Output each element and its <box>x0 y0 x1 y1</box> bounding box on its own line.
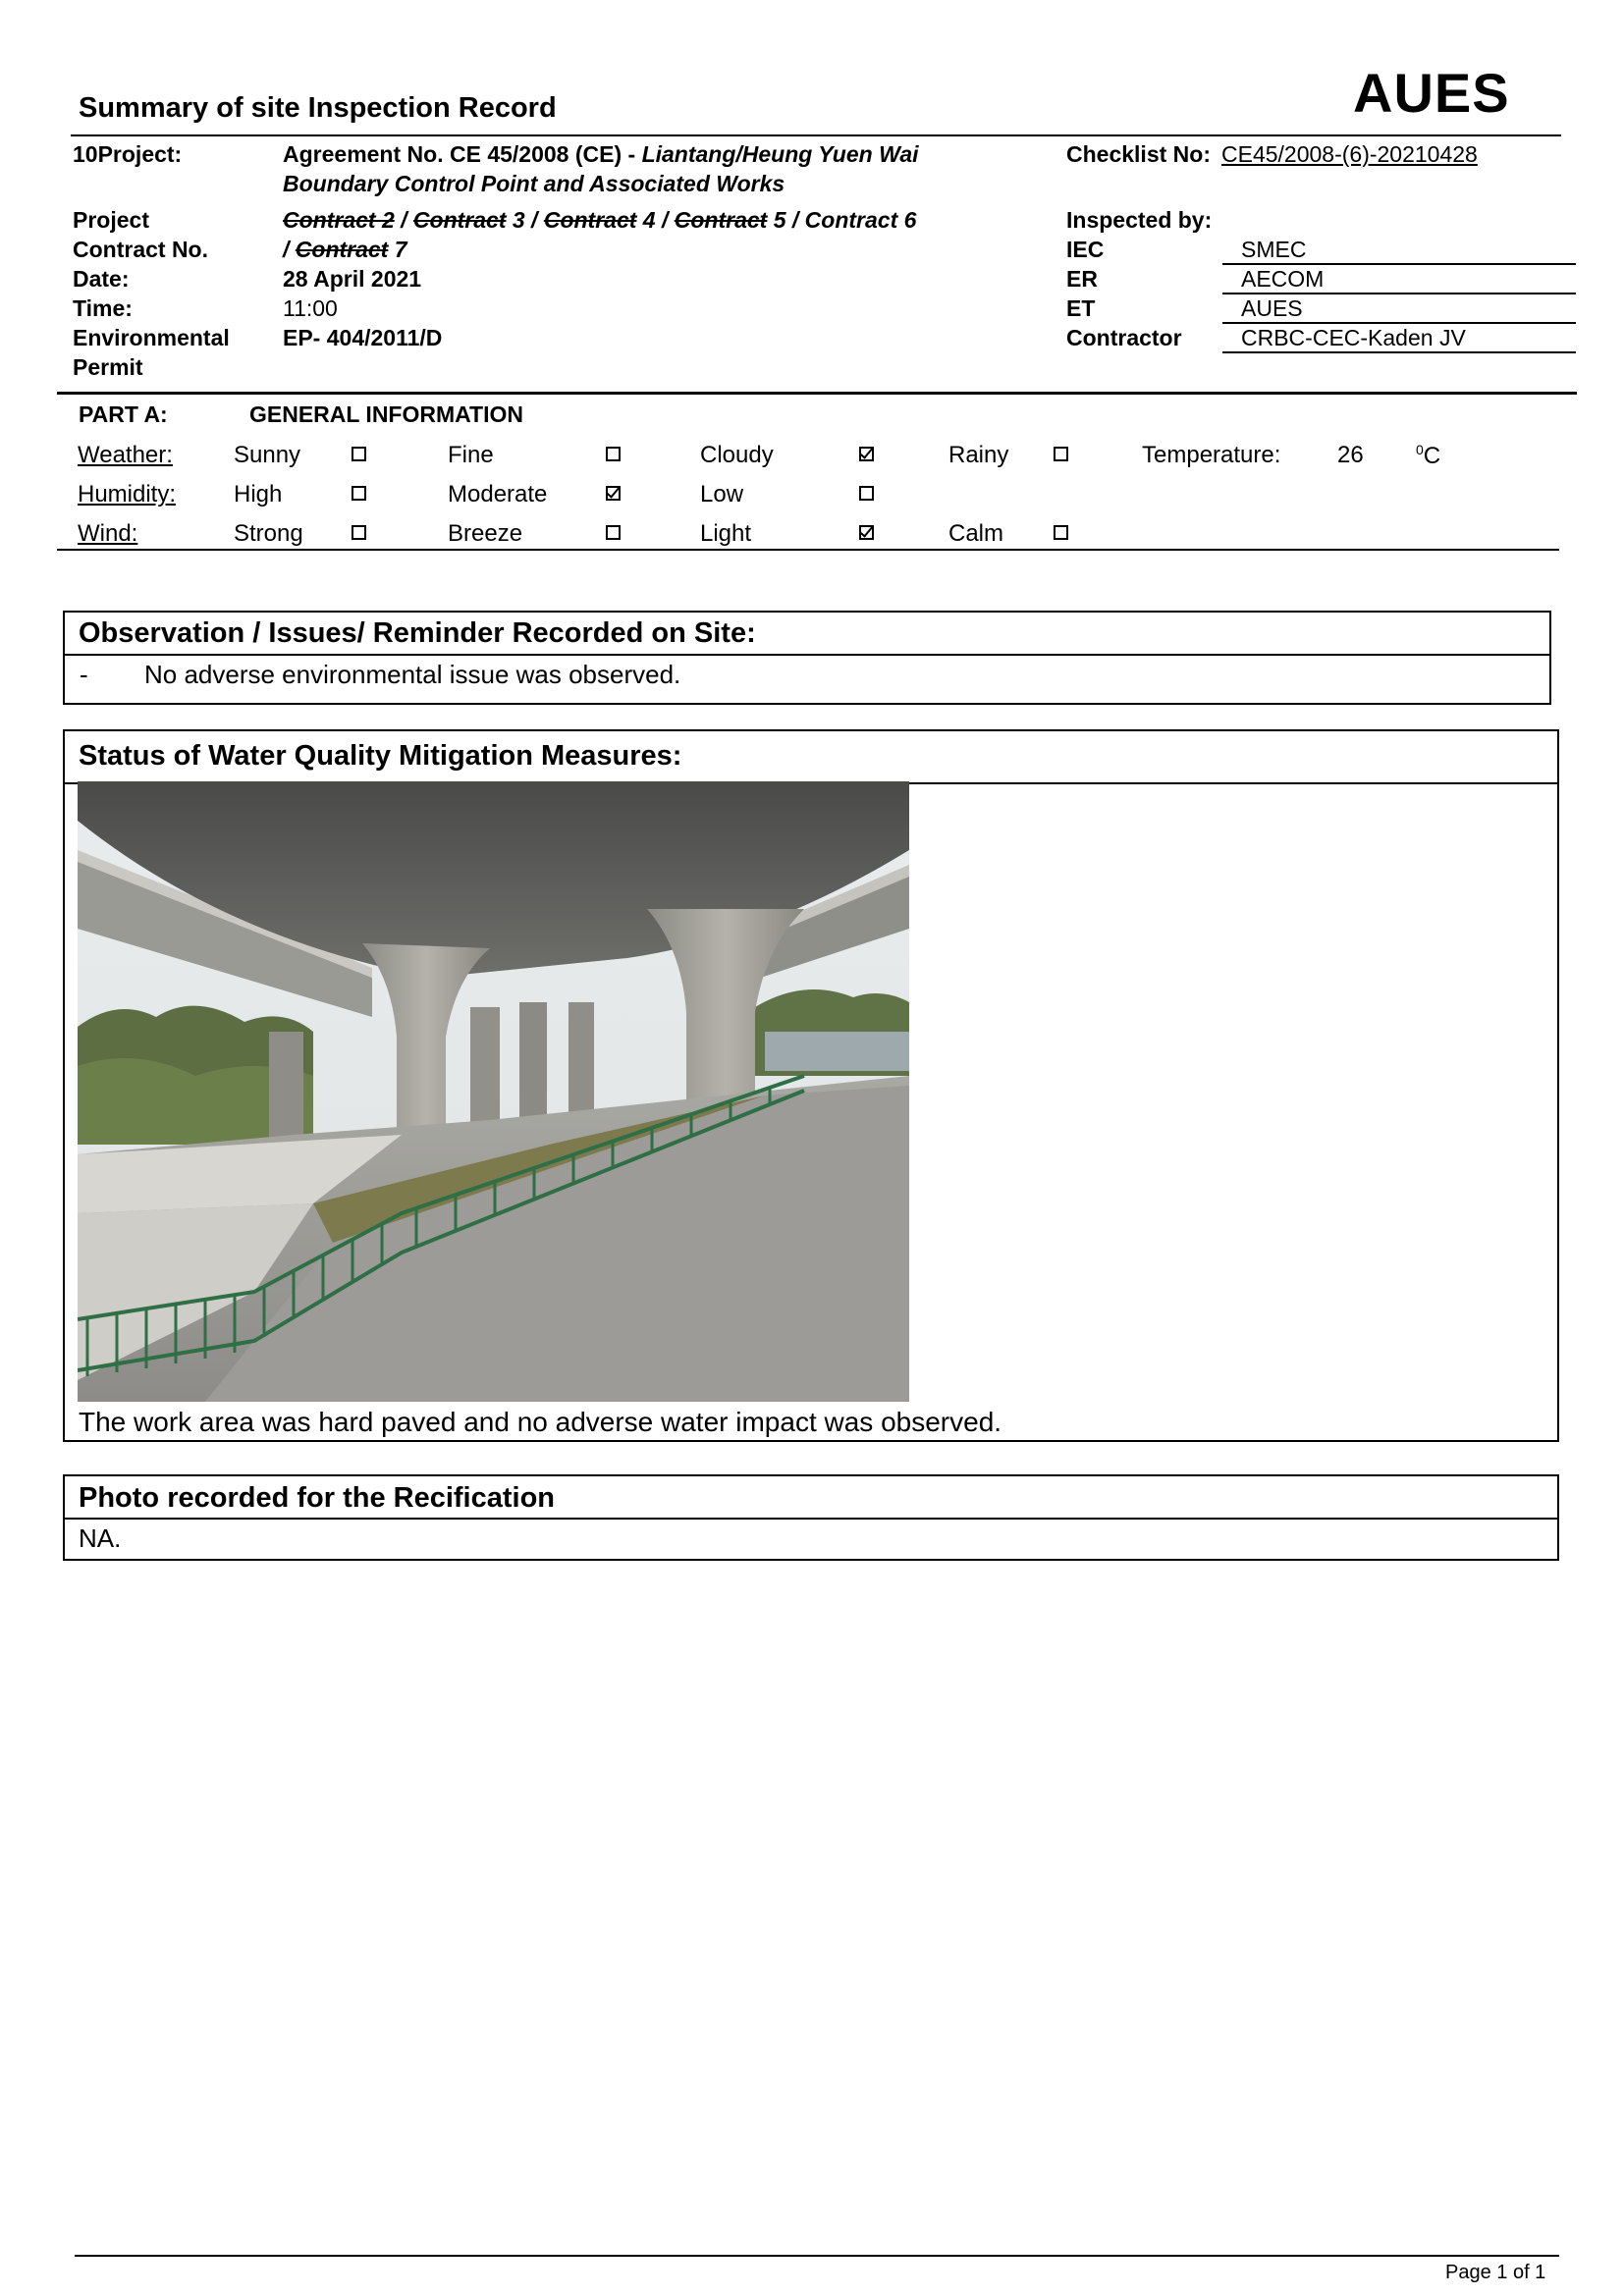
humidity-high-checkbox[interactable] <box>352 486 366 501</box>
wind-option-breeze: Breeze <box>448 520 523 547</box>
contract-4-struck: Contract <box>543 207 637 233</box>
weather-option-fine: Fine <box>448 442 494 468</box>
weather-option-cloudy: Cloudy <box>700 442 774 468</box>
wind-breeze-checkbox[interactable] <box>606 525 621 540</box>
wind-light-checkbox[interactable] <box>859 525 874 540</box>
weather-option-rainy: Rainy <box>948 442 1009 468</box>
water-quality-heading: Status of Water Quality Mitigation Measures: <box>65 731 1557 784</box>
contract-5-struck: Contract <box>674 207 768 233</box>
temperature-unit-degree: 0 <box>1416 442 1424 457</box>
time-label: Time: <box>73 295 133 321</box>
contract-2-struck: Contract 2 <box>283 207 395 233</box>
contract-7-num: 7 <box>388 237 407 262</box>
contract-value-line2 <box>283 235 407 264</box>
rectification-heading: Photo recorded for the Recification <box>65 1476 1557 1520</box>
inspector-name-et: AUES <box>1241 295 1303 321</box>
contract-label-line1: Project <box>73 207 149 233</box>
inspector-role-iec: IEC <box>1066 237 1105 262</box>
wind-label: Wind: <box>78 520 138 547</box>
checklist-label: Checklist No: <box>1066 141 1211 167</box>
weather-option-sunny: Sunny <box>234 442 301 468</box>
part-a-title: GENERAL INFORMATION <box>249 401 523 427</box>
temperature-label: Temperature: <box>1142 442 1281 468</box>
checklist-number: CE45/2008-(6)-20210428 <box>1221 141 1478 167</box>
humidity-label: Humidity: <box>78 481 177 507</box>
brand-logo: AUES <box>1353 62 1510 124</box>
project-agreement: Agreement No. CE 45/2008 (CE) - <box>283 141 642 167</box>
observation-section <box>63 611 1551 705</box>
permit-label-line1: Environmental <box>73 325 230 350</box>
part-a-top-rule <box>57 392 1577 395</box>
project-name-italic: Liantang/Heung Yuen Wai <box>641 141 919 167</box>
part-a-label: PART A: <box>79 401 168 427</box>
contract-7-struck: Contract <box>295 237 389 262</box>
permit-value: EP- 404/2011/D <box>283 325 443 350</box>
wind-strong-checkbox[interactable] <box>352 525 366 540</box>
project-value-line2: Boundary Control Point and Associated Works <box>283 171 785 196</box>
part-a-bottom-rule <box>57 549 1559 551</box>
wind-option-light: Light <box>700 520 752 547</box>
weather-label: Weather: <box>78 442 173 468</box>
date-label: Date: <box>73 266 130 292</box>
contract-3-num: 3 / <box>506 207 544 233</box>
wind-calm-checkbox[interactable] <box>1054 525 1068 540</box>
temperature-unit-c: C <box>1423 443 1441 469</box>
humidity-option-moderate: Moderate <box>448 481 548 507</box>
contract-5-rest: 5 / Contract 6 <box>767 207 917 233</box>
contract-label-line2: Contract No. <box>73 237 208 262</box>
header-rule <box>71 134 1561 136</box>
weather-cloudy-checkbox[interactable] <box>859 447 874 461</box>
inspected-by-label: Inspected by: <box>1066 207 1213 233</box>
contractor-underline <box>1222 351 1576 353</box>
rectification-text: NA. <box>79 1523 122 1553</box>
document-title: Summary of site Inspection Record <box>79 92 557 124</box>
humidity-moderate-checkbox[interactable] <box>606 486 621 501</box>
contract-3-struck: Contract <box>412 207 507 233</box>
weather-sunny-checkbox[interactable] <box>352 447 366 461</box>
weather-fine-checkbox[interactable] <box>606 447 621 461</box>
wind-option-calm: Calm <box>948 520 1004 547</box>
rectification-section <box>63 1474 1559 1561</box>
wind-option-strong: Strong <box>234 520 303 547</box>
inspector-role-er: ER <box>1066 266 1098 292</box>
observation-text: No adverse environmental issue was observed. <box>144 660 681 689</box>
project-label: 10Project: <box>73 141 183 167</box>
inspector-name-contractor: CRBC-CEC-Kaden JV <box>1241 325 1466 350</box>
humidity-option-low: Low <box>700 481 744 507</box>
time-value: 11:00 <box>283 295 338 321</box>
site-photo-image <box>78 781 909 1402</box>
contract-line2-prefix: / <box>283 237 296 262</box>
project-value-line1 <box>283 139 919 169</box>
contract-value-line1 <box>283 205 916 235</box>
humidity-low-checkbox[interactable] <box>859 486 874 501</box>
water-quality-caption: The work area was hard paved and no adverse water impact was observed. <box>79 1407 1002 1437</box>
observation-bullet: - <box>80 660 88 689</box>
inspector-role-contractor: Contractor <box>1066 325 1182 350</box>
contract-4-num: 4 / <box>636 207 675 233</box>
temperature-unit <box>1416 442 1440 470</box>
inspector-name-iec: SMEC <box>1241 237 1307 262</box>
date-value: 28 April 2021 <box>283 266 422 292</box>
inspector-role-et: ET <box>1066 295 1096 321</box>
humidity-option-high: High <box>234 481 283 507</box>
inspector-name-er: AECOM <box>1241 266 1325 292</box>
contract-sep: / <box>394 207 413 233</box>
page-number: Page 1 of 1 <box>1445 2262 1546 2283</box>
footer-rule <box>75 2255 1559 2257</box>
temperature-value: 26 <box>1337 442 1364 468</box>
weather-rainy-checkbox[interactable] <box>1054 447 1068 461</box>
site-photo <box>78 781 909 1402</box>
observation-heading: Observation / Issues/ Reminder Recorded on Site: <box>65 613 1549 656</box>
permit-label-line2: Permit <box>73 354 143 380</box>
